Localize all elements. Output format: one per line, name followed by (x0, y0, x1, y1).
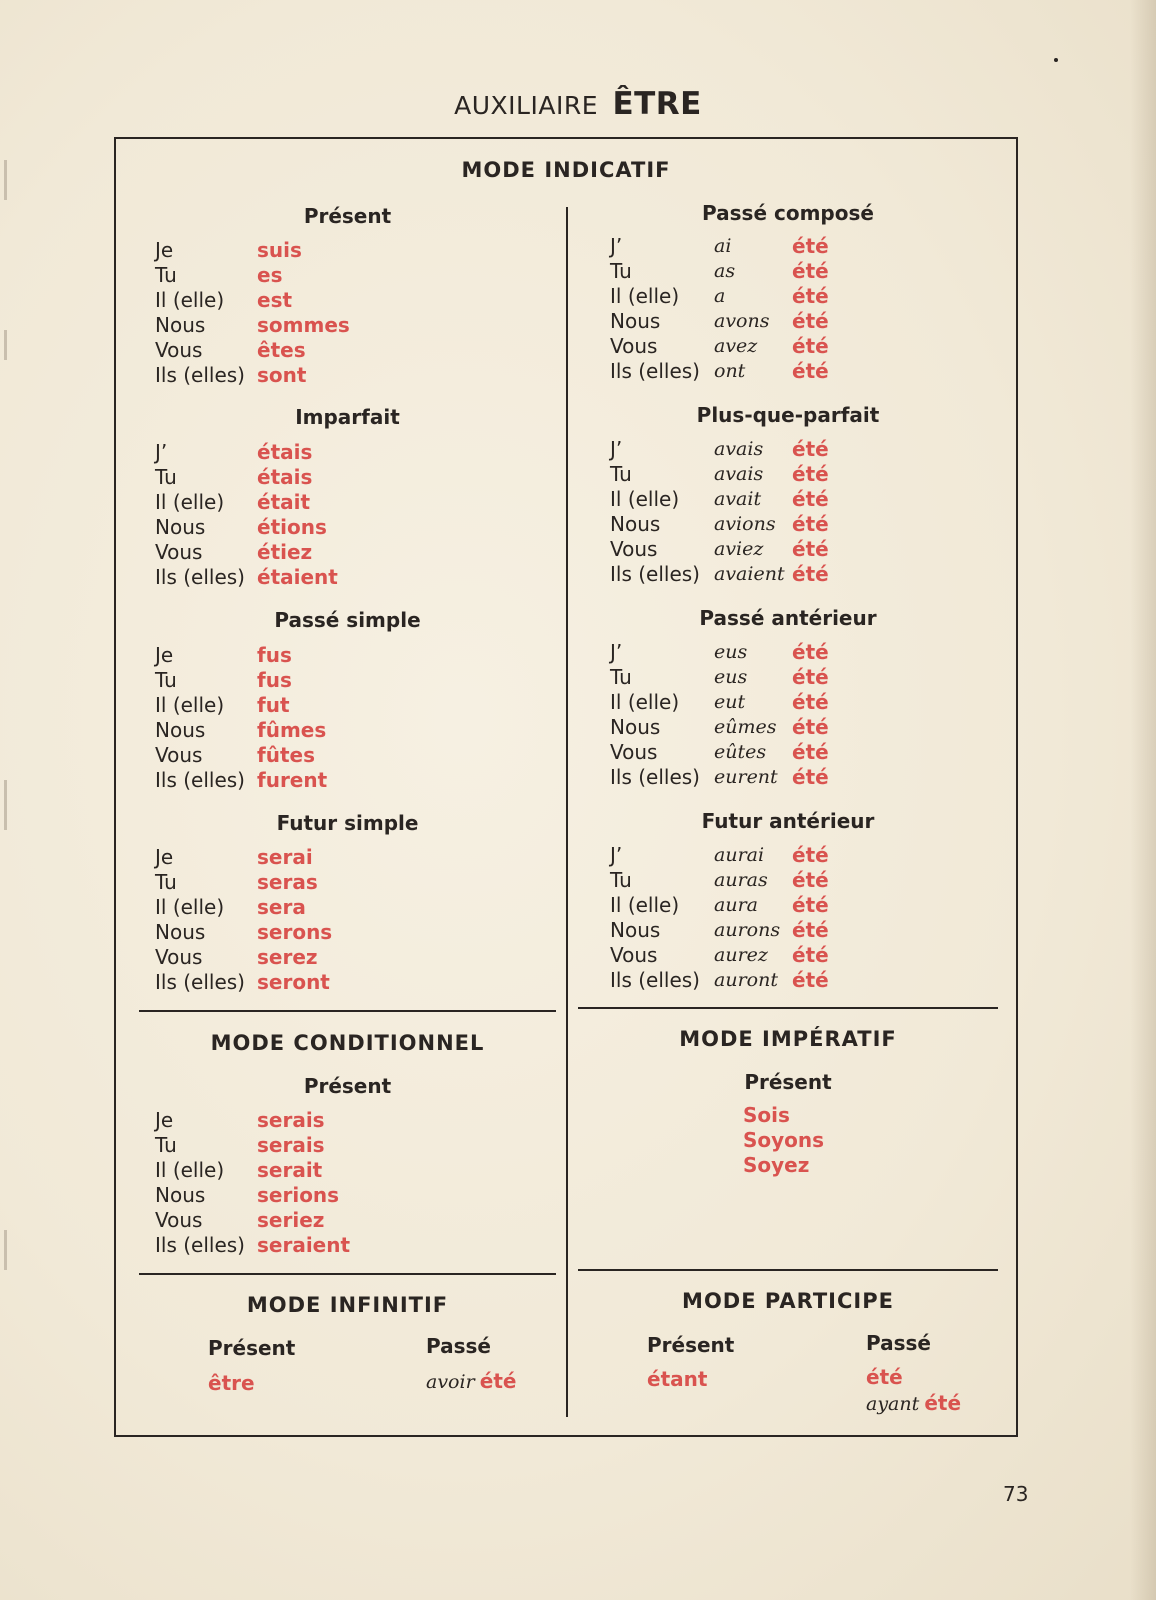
verb-form: étais (257, 465, 313, 489)
pronoun: J’ (610, 640, 623, 664)
verb-form: serait (257, 1158, 323, 1182)
auxiliary-verb: avais (714, 438, 764, 460)
pronoun: J’ (610, 437, 623, 461)
verb-form: serons (257, 920, 333, 944)
participe-passe-form: été (866, 1365, 903, 1389)
past-participle: été (792, 537, 829, 561)
verb-form: fûtes (257, 743, 315, 767)
past-participle: été (792, 868, 829, 892)
verb-form: fus (257, 668, 292, 692)
mode-indicatif-title: MODE INDICATIF (461, 158, 671, 182)
section-divider (578, 1269, 998, 1271)
verb-form: sera (257, 895, 306, 919)
imperatif-form: Soyons (743, 1128, 825, 1152)
verb-form: es (257, 263, 283, 287)
verb-form: étais (257, 440, 313, 464)
infinitif-passe-form (426, 1369, 516, 1393)
section-divider (139, 1010, 556, 1012)
pronoun: Ils (elles) (155, 363, 245, 387)
page-number: 73 (1003, 1482, 1029, 1506)
auxiliary-verb: avons (714, 310, 770, 332)
pronoun: Nous (155, 718, 206, 742)
section-divider (578, 1007, 998, 1009)
present-title: Présent (303, 204, 392, 228)
pronoun: Ils (elles) (610, 765, 700, 789)
auxiliary-verb: avaient (714, 563, 785, 585)
auxiliary-verb: aurons (714, 919, 781, 941)
pronoun: Il (elle) (155, 693, 225, 717)
verb-form: est (257, 288, 293, 312)
pronoun: Il (elle) (610, 487, 680, 511)
auxiliary-verb: eus (714, 641, 748, 663)
auxiliary-verb: aviez (714, 538, 764, 560)
past-participle: été (792, 309, 829, 333)
pronoun: Vous (155, 338, 203, 362)
verb-form: seraient (257, 1233, 351, 1257)
past-participle: été (792, 943, 829, 967)
page-title (0, 86, 1156, 122)
auxiliary-verb: ont (714, 360, 746, 382)
passe-simple-title: Passé simple (274, 608, 421, 632)
past-participle: été (792, 234, 829, 258)
past-participle: été (792, 665, 829, 689)
pronoun: Ils (elles) (155, 970, 245, 994)
verb-form: suis (257, 238, 302, 262)
past-participle: été (792, 968, 829, 992)
verb-form: serions (257, 1183, 340, 1207)
verb-form: serai (257, 845, 313, 869)
verb-form: serais (257, 1108, 325, 1132)
page-edge-shadow (1130, 0, 1156, 1600)
pronoun: Vous (155, 743, 203, 767)
pronoun: Vous (610, 740, 658, 764)
pronoun: Nous (155, 313, 206, 337)
verb-form: serais (257, 1133, 325, 1157)
verb-form: sommes (257, 313, 350, 337)
verb-form: furent (257, 768, 328, 792)
auxiliary-verb: a (714, 285, 726, 307)
infinitif-passe-aux: avoir (426, 1371, 475, 1393)
pronoun: Je (155, 238, 174, 262)
infinitif-present-form: être (208, 1371, 255, 1395)
participe-present-form: étant (647, 1367, 708, 1391)
pronoun: Nous (155, 1183, 206, 1207)
auxiliary-verb: ai (714, 235, 732, 257)
mode-conditionnel-title: MODE CONDITIONNEL (210, 1031, 485, 1055)
auxiliary-verb: eut (714, 691, 746, 713)
past-participle: été (792, 437, 829, 461)
pronoun: Ils (elles) (155, 1233, 245, 1257)
imperatif-form: Sois (743, 1103, 790, 1127)
pronoun: Il (elle) (610, 284, 680, 308)
pronoun: Nous (610, 309, 661, 333)
verb-form: seras (257, 870, 318, 894)
pronoun: Vous (155, 540, 203, 564)
auxiliary-verb: avait (714, 488, 762, 510)
past-participle: été (792, 334, 829, 358)
pronoun: Nous (610, 918, 661, 942)
past-participle: été (792, 562, 829, 586)
auxiliary-verb: aurez (714, 944, 768, 966)
past-participle: été (792, 893, 829, 917)
pronoun: Il (elle) (155, 1158, 225, 1182)
imperatif-form: Soyez (743, 1153, 810, 1177)
pronoun: Il (elle) (155, 288, 225, 312)
pronoun: J’ (610, 234, 623, 258)
participe-passe-compound (866, 1391, 961, 1415)
participe-present-title: Présent (647, 1333, 735, 1357)
past-participle: été (792, 462, 829, 486)
pronoun: Vous (155, 1208, 203, 1232)
pronoun: Tu (610, 462, 632, 486)
auxiliary-verb: avions (714, 513, 776, 535)
pronoun: J’ (610, 843, 623, 867)
verb-form: étions (257, 515, 327, 539)
participe-passe-pp: été (924, 1391, 962, 1415)
pronoun: Nous (610, 512, 661, 536)
section-divider (139, 1273, 556, 1275)
participe-passe-title: Passé (866, 1331, 931, 1355)
past-participle: été (792, 740, 829, 764)
pronoun: Tu (155, 465, 177, 489)
past-participle: été (792, 359, 829, 383)
auxiliary-verb: eus (714, 666, 748, 688)
auxiliary-verb: aurai (714, 844, 765, 866)
past-participle: été (792, 259, 829, 283)
pronoun: Vous (610, 334, 658, 358)
pronoun: Ils (elles) (610, 359, 700, 383)
imperatif-present-title: Présent (744, 1070, 832, 1094)
pronoun: Vous (610, 537, 658, 561)
binding-stitch (4, 780, 7, 830)
passe-compose-title: Passé composé (702, 201, 874, 225)
pronoun: Tu (155, 668, 177, 692)
page-title-label: AUXILIAIRE (454, 91, 598, 120)
ink-speck (1054, 58, 1058, 62)
auxiliary-verb: avais (714, 463, 764, 485)
verb-form: serez (257, 945, 318, 969)
pronoun: Il (elle) (610, 893, 680, 917)
imparfait-title: Imparfait (295, 405, 400, 429)
binding-stitch (4, 160, 7, 200)
verb-form: étiez (257, 540, 313, 564)
past-participle: été (792, 284, 829, 308)
verb-form: était (257, 490, 311, 514)
auxiliary-verb: eûmes (714, 716, 777, 738)
past-participle: été (792, 487, 829, 511)
pronoun: Tu (155, 1133, 177, 1157)
verb-form: êtes (257, 338, 306, 362)
infinitif-passe-pp: été (479, 1369, 517, 1393)
pronoun: Tu (155, 263, 177, 287)
column-divider (566, 207, 568, 1417)
auxiliary-verb: aura (714, 894, 758, 916)
pronoun: Nous (155, 515, 206, 539)
verb-form: étaient (257, 565, 338, 589)
pronoun: Tu (610, 868, 632, 892)
passe-anterieur-title: Passé antérieur (699, 606, 877, 630)
futur-anterieur-title: Futur antérieur (701, 809, 875, 833)
pronoun: Il (elle) (610, 690, 680, 714)
verb-form: fut (257, 693, 290, 717)
past-participle: été (792, 690, 829, 714)
conditionnel-present-title: Présent (303, 1074, 392, 1098)
pronoun: Il (elle) (155, 490, 225, 514)
mode-participe-title: MODE PARTICIPE (682, 1289, 894, 1313)
past-participle: été (792, 640, 829, 664)
pronoun: Vous (610, 943, 658, 967)
pronoun: Nous (610, 715, 661, 739)
verb-form: seriez (257, 1208, 325, 1232)
pronoun: Tu (610, 259, 632, 283)
binding-stitch (4, 1230, 7, 1270)
infinitif-passe-title: Passé (426, 1334, 491, 1358)
auxiliary-verb: avez (714, 335, 758, 357)
pronoun: Tu (610, 665, 632, 689)
auxiliary-verb: auras (714, 869, 768, 891)
verb-form: sont (257, 363, 307, 387)
pronoun: Nous (155, 920, 206, 944)
pronoun: Vous (155, 945, 203, 969)
pronoun: Il (elle) (155, 895, 225, 919)
past-participle: été (792, 918, 829, 942)
verb-form: seront (257, 970, 330, 994)
past-participle: été (792, 765, 829, 789)
verb-form: fûmes (257, 718, 327, 742)
auxiliary-verb: auront (714, 969, 778, 991)
auxiliary-verb: eûtes (714, 741, 767, 763)
page-title-verb: ÊTRE (612, 86, 702, 122)
pronoun: Je (155, 845, 174, 869)
auxiliary-verb: as (714, 260, 736, 282)
past-participle: été (792, 715, 829, 739)
past-participle: été (792, 512, 829, 536)
pronoun: Je (155, 1108, 174, 1132)
participe-passe-aux: ayant (866, 1393, 920, 1415)
futur-simple-title: Futur simple (276, 811, 419, 835)
binding-stitch (4, 330, 7, 360)
pronoun: Je (155, 643, 174, 667)
auxiliary-verb: eurent (714, 766, 778, 788)
pronoun: Ils (elles) (610, 562, 700, 586)
pronoun: J’ (155, 440, 168, 464)
pronoun: Tu (155, 870, 177, 894)
pronoun: Ils (elles) (155, 768, 245, 792)
infinitif-present-title: Présent (208, 1336, 296, 1360)
pronoun: Ils (elles) (155, 565, 245, 589)
mode-infinitif-title: MODE INFINITIF (246, 1293, 449, 1317)
mode-imperatif-title: MODE IMPÉRATIF (679, 1027, 897, 1051)
plus-que-parfait-title: Plus-que-parfait (696, 403, 880, 427)
verb-form: fus (257, 643, 292, 667)
pronoun: Ils (elles) (610, 968, 700, 992)
past-participle: été (792, 843, 829, 867)
